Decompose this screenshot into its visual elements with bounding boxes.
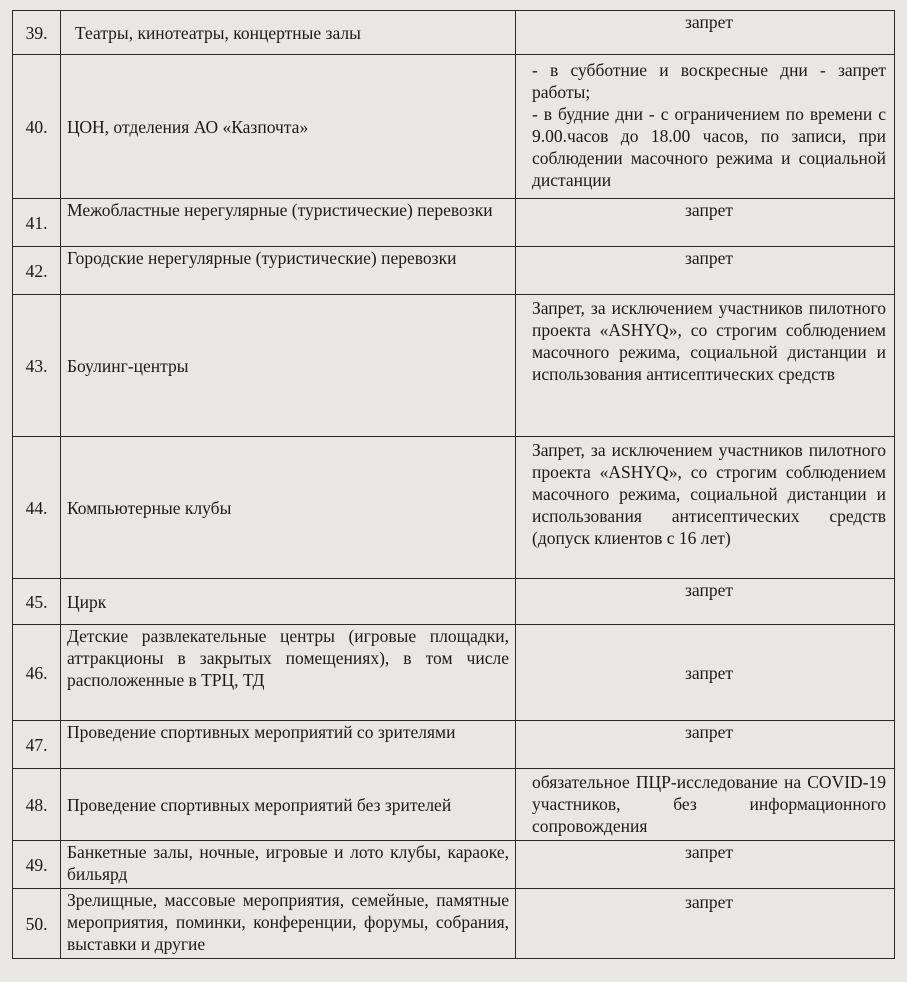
restriction-condition: запрет	[516, 625, 895, 721]
table-row	[13, 55, 895, 199]
restriction-condition: запрет	[516, 889, 895, 959]
row-number: 49.	[13, 841, 61, 889]
facility-name: Детские развлекательные центры (игровые площадки, аттракционы в закрытых помещениях), в том числе расположенные в ТРЦ, ТД	[61, 625, 516, 721]
facility-name: Проведение спортивных мероприятий без зрителей	[61, 769, 516, 841]
restriction-condition: запрет	[516, 721, 895, 769]
restriction-condition: запрет	[516, 579, 895, 625]
facility-name: Межобластные нерегулярные (туристические) перевозки	[61, 199, 516, 247]
facility-name: Боулинг-центры	[61, 295, 516, 437]
row-number: 43.	[13, 295, 61, 437]
table-row	[13, 247, 895, 295]
row-number: 42.	[13, 247, 61, 295]
restriction-condition: запрет	[516, 247, 895, 295]
row-number: 39.	[13, 11, 61, 55]
table-row	[13, 625, 895, 721]
table-row	[13, 841, 895, 889]
facility-name: Городские нерегулярные (туристические) перевозки	[61, 247, 516, 295]
restriction-condition: Запрет, за исключением участников пилотного проекта «ASHYQ», со строгим соблюдением масочного режима, социальной дистанции и использования антисептических средств (допуск клиентов с 16 лет)	[516, 437, 895, 579]
restriction-condition: запрет	[516, 11, 895, 55]
row-number: 41.	[13, 199, 61, 247]
table-row	[13, 889, 895, 959]
facility-name: Зрелищные, массовые мероприятия, семейные, памятные мероприятия, поминки, конференции, форумы, собрания, выставки и другие	[61, 889, 516, 959]
row-number: 46.	[13, 625, 61, 721]
row-number: 40.	[13, 55, 61, 199]
row-number: 50.	[13, 889, 61, 959]
table-row	[13, 437, 895, 579]
row-number: 47.	[13, 721, 61, 769]
restriction-condition: запрет	[516, 199, 895, 247]
table-row	[13, 295, 895, 437]
restrictions-table	[12, 10, 895, 959]
facility-name: ЦОН, отделения АО «Казпочта»	[61, 55, 516, 199]
row-number: 44.	[13, 437, 61, 579]
facility-name: Цирк	[61, 579, 516, 625]
table-row	[13, 769, 895, 841]
row-number: 48.	[13, 769, 61, 841]
facility-name: Компьютерные клубы	[61, 437, 516, 579]
restriction-condition: обязательное ПЦР-исследование на COVID-19 участников, без информационного сопровождения	[516, 769, 895, 841]
table-row	[13, 199, 895, 247]
facility-name: Банкетные залы, ночные, игровые и лото клубы, караоке, бильярд	[61, 841, 516, 889]
facility-name: Театры, кинотеатры, концертные залы	[61, 11, 516, 55]
table-row	[13, 11, 895, 55]
restriction-condition: запрет	[516, 841, 895, 889]
restriction-condition: - в субботние и воскресные дни - запрет работы; - в будние дни - с ограничением по времени с 9.00.часов до 18.00 часов, по записи, при соблюдении масочного режима и социальной дистанции	[516, 55, 895, 199]
row-number: 45.	[13, 579, 61, 625]
facility-name: Проведение спортивных мероприятий со зрителями	[61, 721, 516, 769]
restriction-condition: Запрет, за исключением участников пилотного проекта «ASHYQ», со строгим соблюдением масочного режима, социальной дистанции и использования антисептических средств	[516, 295, 895, 437]
table-row	[13, 721, 895, 769]
table-row	[13, 579, 895, 625]
